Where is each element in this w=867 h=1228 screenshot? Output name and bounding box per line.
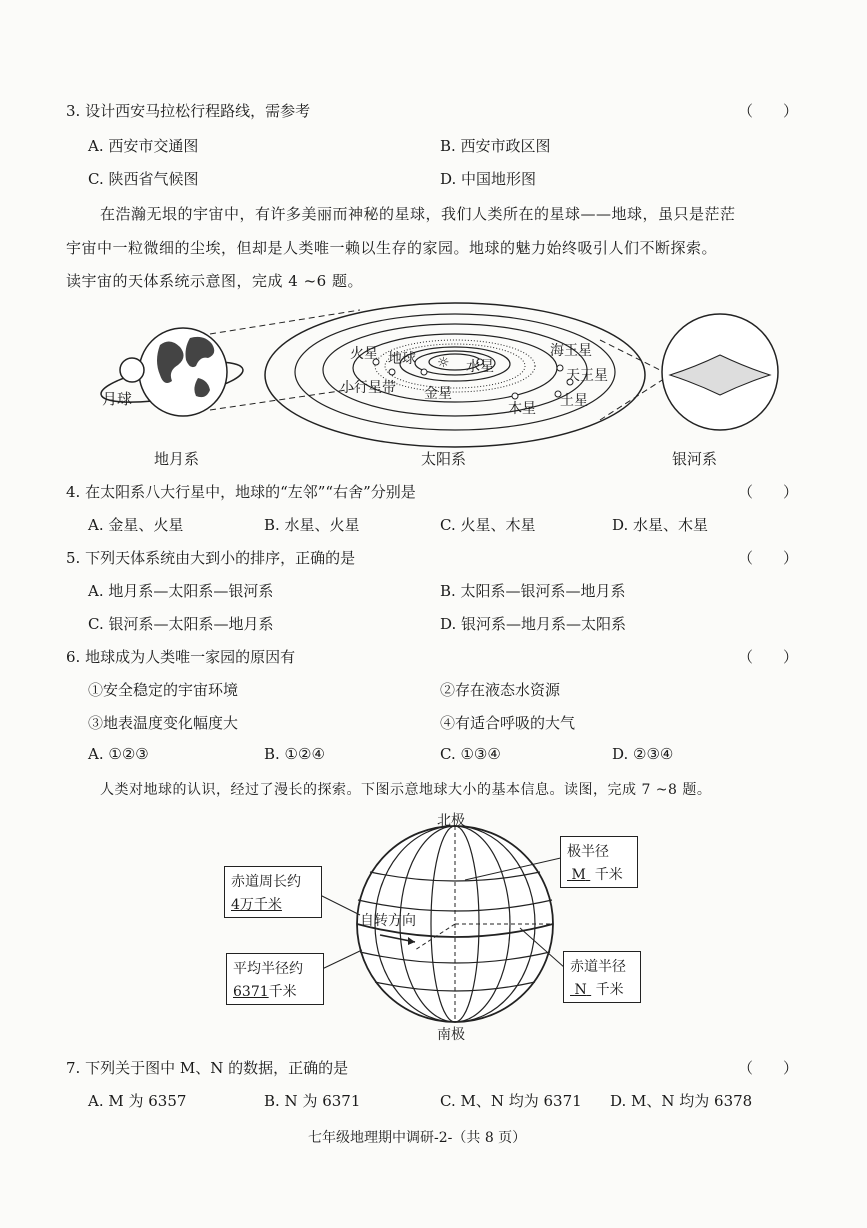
q5-stem: 5. 下列天体系统由大到小的排序，正确的是 — [66, 549, 356, 567]
q6-item-1: ①安全稳定的宇宙环境 — [88, 681, 239, 699]
intro1-line3: 读宇宙的天体系统示意图，完成 4 ~6 题。 — [66, 272, 363, 290]
rotation-direction-label: 自转方向 — [360, 913, 416, 929]
q6-option-a: A. ①②③ — [88, 745, 149, 763]
q4-answer-paren: （ ） — [738, 483, 799, 501]
equatorial-radius-label: 赤道半径 — [570, 959, 626, 975]
q6-option-b: B. ①②④ — [264, 745, 325, 763]
q6-answer-paren: （ ） — [738, 648, 799, 666]
q6-item-2: ②存在液态水资源 — [440, 681, 561, 699]
q3-option-a: A. 西安市交通图 — [88, 137, 199, 155]
asteroid-belt-label: 小行星带 — [340, 380, 396, 396]
q7-option-a: A. M 为 6357 — [88, 1092, 187, 1110]
q6-item-4: ④有适合呼吸的大气 — [440, 714, 576, 732]
solar-system-caption: 太阳系 — [421, 450, 467, 468]
polar-radius-unit: 千米 — [594, 867, 623, 883]
q5-option-d: D. 银河系—地月系—太阳系 — [440, 615, 627, 633]
q5-option-b: B. 太阳系—银河系—地月系 — [440, 582, 626, 600]
q7-stem: 7. 下列关于图中 M、N 的数据，正确的是 — [66, 1059, 349, 1077]
south-pole-label: 南极 — [437, 1027, 465, 1043]
polar-radius-box — [560, 836, 638, 888]
page-footer: 七年级地理期中调研-2-（共 8 页） — [308, 1130, 527, 1146]
mean-radius-unit: 千米 — [268, 984, 297, 1000]
earth-moon-system-caption: 地月系 — [154, 450, 200, 468]
q3-option-d: D. 中国地形图 — [440, 170, 537, 188]
q3-answer-paren: （ ） — [738, 102, 799, 120]
venus-label: 金星 — [424, 386, 452, 402]
q6-option-c: C. ①③④ — [440, 745, 501, 763]
q3-stem: 3. 设计西安马拉松行程路线，需参考 — [66, 102, 311, 120]
q7-option-d: D. M、N 均为 6378 — [610, 1092, 753, 1110]
q6-option-d: D. ②③④ — [612, 745, 674, 763]
mean-radius-value: 6371 — [233, 984, 269, 1000]
equatorial-radius-var: N — [574, 982, 587, 998]
q5-option-c: C. 银河系—太阳系—地月系 — [88, 615, 274, 633]
q6-stem: 6. 地球成为人类唯一家园的原因有 — [66, 648, 296, 666]
polar-radius-label: 极半径 — [567, 844, 609, 860]
north-pole-label: 北极 — [437, 813, 465, 829]
mercury-label: 水星 — [466, 359, 494, 375]
uranus-label: 天王星 — [566, 368, 608, 384]
q7-option-c: C. M、N 均为 6371 — [440, 1092, 582, 1110]
earth-label: 地球 — [388, 351, 416, 367]
q3-option-b: B. 西安市政区图 — [440, 137, 551, 155]
equator-circumference-box — [224, 866, 322, 918]
equator-circumference-value: 4万千米 — [231, 897, 282, 913]
moon-label: 月球 — [102, 390, 133, 408]
neptune-label: 海王星 — [550, 343, 592, 359]
q4-option-c: C. 火星、木星 — [440, 516, 536, 534]
q5-option-a: A. 地月系—太阳系—银河系 — [88, 582, 274, 600]
mars-label: 火星 — [350, 346, 378, 362]
mean-radius-box — [226, 953, 324, 1005]
q6-item-3: ③地表温度变化幅度大 — [88, 714, 239, 732]
q7-answer-paren: （ ） — [738, 1059, 799, 1077]
q4-option-d: D. 水星、木星 — [612, 516, 709, 534]
intro1-line1: 在浩瀚无垠的宇宙中，有许多美丽而神秘的星球，我们人类所在的星球——地球，虽只是茫茫 — [100, 205, 736, 223]
q5-answer-paren: （ ） — [738, 549, 799, 567]
q7-option-b: B. N 为 6371 — [264, 1092, 361, 1110]
saturn-label: 土星 — [560, 393, 588, 409]
mean-radius-label: 平均半径约 — [233, 961, 303, 977]
equatorial-radius-box — [563, 951, 641, 1003]
intro1-line2: 宇宙中一粒微细的尘埃，但却是人类唯一赖以生存的家园。地球的魅力始终吸引人们不断探索。 — [66, 239, 718, 257]
intro2: 人类对地球的认识，经过了漫长的探索。下图示意地球大小的基本信息。读图，完成 7 ~8 题。 — [100, 782, 712, 798]
sun-icon: ☼ — [437, 355, 450, 371]
equatorial-radius-unit: 千米 — [595, 982, 624, 998]
q3-option-c: C. 陕西省气候图 — [88, 170, 199, 188]
q4-option-b: B. 水星、火星 — [264, 516, 360, 534]
q4-stem: 4. 在太阳系八大行星中，地球的“左邻”“右舍”分别是 — [66, 483, 416, 501]
jupiter-label: 木星 — [508, 401, 536, 417]
equator-circumference-label: 赤道周长约 — [231, 874, 301, 890]
galaxy-caption: 银河系 — [672, 450, 718, 468]
polar-radius-var: M — [571, 867, 586, 883]
q4-option-a: A. 金星、火星 — [88, 516, 184, 534]
